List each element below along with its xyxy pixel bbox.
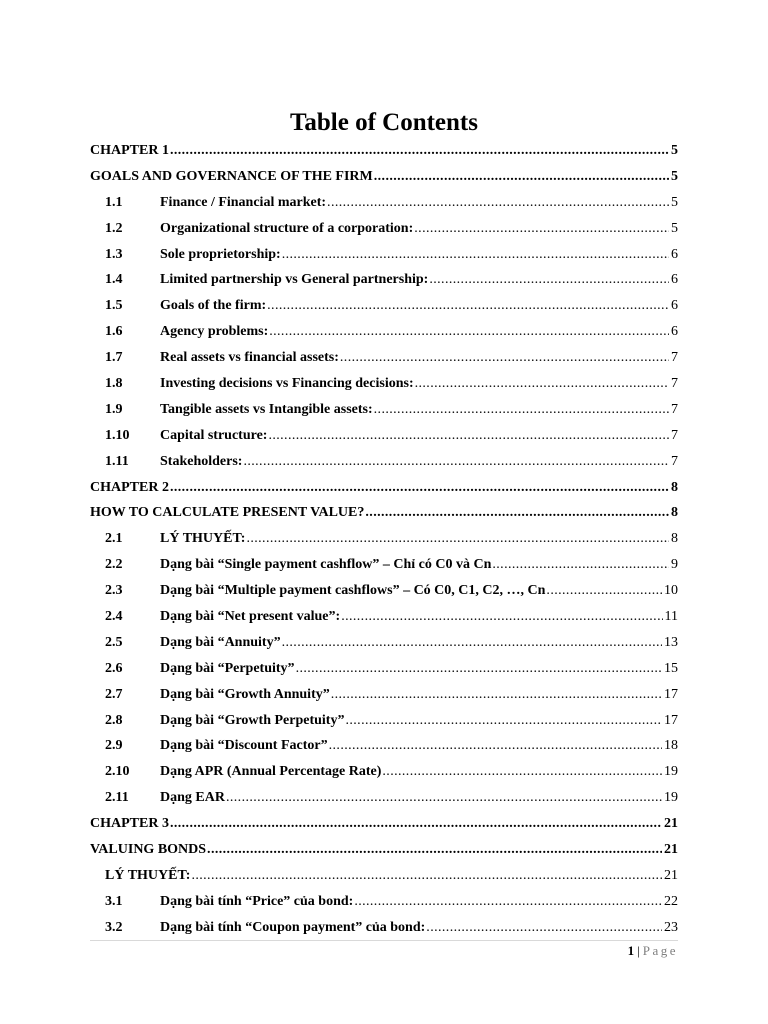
toc-entry-page: 8 <box>671 479 678 495</box>
toc-dot-leader <box>382 759 662 785</box>
toc-entry-number: 1.6 <box>105 324 123 340</box>
toc-entry-number: 1.10 <box>105 427 130 443</box>
footer-page-word: Page <box>642 943 678 958</box>
toc-dot-leader <box>170 811 662 837</box>
toc-dot-leader <box>296 656 662 682</box>
toc-entry-page: 6 <box>671 324 678 340</box>
toc-section-entry[interactable] <box>90 759 678 785</box>
footer-page-number: 1 <box>627 943 635 958</box>
toc-entry-page: 19 <box>664 790 678 806</box>
toc-dot-leader <box>282 630 662 656</box>
toc-section-entry[interactable] <box>90 915 678 941</box>
toc-entry-text: Finance / Financial market: <box>160 194 327 210</box>
toc-entry-number: 1.1 <box>105 194 123 210</box>
footer-separator: | <box>637 943 640 958</box>
toc-entry-page: 7 <box>671 401 678 417</box>
toc-dot-leader <box>374 397 669 423</box>
toc-entry-number: 2.7 <box>105 686 123 702</box>
toc-entry-text: Dạng APR (Annual Percentage Rate) <box>160 764 382 780</box>
toc-dot-leader <box>429 267 669 293</box>
toc-entry-text: LÝ THUYẾT: <box>160 531 246 547</box>
toc-section-entry[interactable] <box>90 319 678 345</box>
toc-entry-text: HOW TO CALCULATE PRESENT VALUE? <box>90 505 365 521</box>
toc-section-entry[interactable] <box>90 345 678 371</box>
toc-entry-number: 1.5 <box>105 298 123 314</box>
toc-dot-leader <box>340 345 669 371</box>
toc-entry-number: 1.9 <box>105 401 123 417</box>
toc-dot-leader <box>354 889 662 915</box>
toc-entry-number: 2.8 <box>105 712 123 728</box>
toc-dot-leader <box>268 423 669 449</box>
toc-entry-number: 2.4 <box>105 609 123 625</box>
toc-entry-text: Real assets vs financial assets: <box>160 350 339 366</box>
toc-entry-number: 3.1 <box>105 893 123 909</box>
toc-chapter-entry[interactable] <box>90 811 678 837</box>
toc-dot-leader <box>170 475 669 501</box>
toc-entry-page: 21 <box>664 842 678 858</box>
toc-entry-number: 1.7 <box>105 350 123 366</box>
toc-entry-text: Limited partnership vs General partnership: <box>160 272 429 288</box>
toc-entry-page: 17 <box>664 686 678 702</box>
toc-entry-text: Sole proprietorship: <box>160 246 281 262</box>
toc-section-entry[interactable] <box>90 578 678 604</box>
toc-dot-leader <box>327 190 669 216</box>
toc-entry-page: 21 <box>664 816 678 832</box>
toc-entry-number: 2.5 <box>105 634 123 650</box>
toc-section-entry[interactable] <box>90 604 678 630</box>
toc-entry-number: 2.1 <box>105 531 123 547</box>
toc-entry-number: 2.2 <box>105 557 123 573</box>
toc-entry-page: 7 <box>671 453 678 469</box>
toc-dot-leader <box>282 242 669 268</box>
toc-section-entry[interactable] <box>90 526 678 552</box>
toc-entry-number: 3.2 <box>105 919 123 935</box>
toc-entry-text: VALUING BONDS <box>90 842 207 858</box>
toc-entry-text: Dạng bài tính “Coupon payment” của bond: <box>160 919 426 935</box>
toc-entry-number: 1.11 <box>105 453 129 469</box>
toc-dot-leader <box>246 526 669 552</box>
toc-entry-text: Tangible assets vs Intangible assets: <box>160 401 373 417</box>
toc-entry-number: 2.11 <box>105 790 129 806</box>
toc-entry-number: 2.3 <box>105 583 123 599</box>
toc-entry-text: LÝ THUYẾT: <box>105 867 191 883</box>
toc-entry-page: 7 <box>671 427 678 443</box>
toc-section-entry[interactable] <box>90 190 678 216</box>
toc-entry-number: 1.3 <box>105 246 123 262</box>
toc-entry-page: 10 <box>664 583 678 599</box>
toc-section-entry[interactable] <box>90 397 678 423</box>
toc-entry-text: GOALS AND GOVERNANCE OF THE FIRM <box>90 168 373 184</box>
toc-entry-number: 2.6 <box>105 660 123 676</box>
toc-entry-text: Dạng bài “Discount Factor” <box>160 738 328 754</box>
toc-dot-leader <box>331 682 662 708</box>
toc-entry-page: 7 <box>671 376 678 392</box>
toc-entry-text: Dạng bài “Multiple payment cashflows” – Có C0, C1, C2, …, Cn <box>160 583 546 599</box>
toc-dot-leader <box>365 500 669 526</box>
toc-entry-page: 23 <box>664 919 678 935</box>
toc-entry-text: Agency problems: <box>160 324 269 340</box>
toc-section-entry[interactable] <box>90 889 678 915</box>
toc-dot-leader <box>243 449 669 475</box>
toc-entry-page: 6 <box>671 246 678 262</box>
toc-section-entry[interactable] <box>90 656 678 682</box>
toc-section-entry[interactable] <box>90 785 678 811</box>
toc-section-entry[interactable] <box>90 630 678 656</box>
toc-dot-leader <box>492 552 669 578</box>
toc-section-entry[interactable] <box>90 423 678 449</box>
toc-entry-page: 8 <box>671 505 678 521</box>
toc-entry-text: Dạng bài tính “Price” của bond: <box>160 893 354 909</box>
toc-entry-text: CHAPTER 2 <box>90 479 169 495</box>
toc-entry-text: Organizational structure of a corporation: <box>160 220 414 236</box>
toc-entry-text: Stakeholders: <box>160 453 243 469</box>
toc-entry-text: Dạng EAR <box>160 790 225 806</box>
toc-entry-text: Dạng bài “Growth Annuity” <box>160 686 330 702</box>
toc-dot-leader <box>374 164 669 190</box>
toc-entry-text: Dạng bài “Growth Perpetuity” <box>160 712 345 728</box>
toc-entry-page: 6 <box>671 272 678 288</box>
toc-section-entry[interactable] <box>90 863 678 889</box>
toc-dot-leader <box>207 837 662 863</box>
toc-section-entry[interactable] <box>90 371 678 397</box>
toc-entry-page: 7 <box>671 350 678 366</box>
toc-entry-page: 9 <box>671 557 678 573</box>
toc-chapter-entry[interactable] <box>90 475 678 501</box>
toc-entry-number: 2.9 <box>105 738 123 754</box>
toc-chapter-entry[interactable] <box>90 164 678 190</box>
toc-dot-leader <box>415 371 669 397</box>
toc-entry-number: 2.10 <box>105 764 130 780</box>
toc-entry-page: 5 <box>671 168 678 184</box>
toc-entry-page: 13 <box>664 634 678 650</box>
toc-entry-page: 11 <box>664 609 678 625</box>
toc-entry-page: 5 <box>671 194 678 210</box>
toc-dot-leader <box>345 708 662 734</box>
toc-entry-page: 18 <box>664 738 678 754</box>
toc-entry-text: Dạng bài “Net present value”: <box>160 609 341 625</box>
toc-dot-leader <box>426 915 662 941</box>
toc-entry-page: 5 <box>671 143 678 158</box>
toc-entry-text: Dạng bài “Annuity” <box>160 634 281 650</box>
page-footer <box>628 942 678 960</box>
toc-entry-number: 1.8 <box>105 376 123 392</box>
toc-entry-number: 1.4 <box>105 272 123 288</box>
toc-entry-text: Capital structure: <box>160 427 268 443</box>
toc-entry-text: CHAPTER 1 <box>90 143 169 158</box>
toc-dot-leader <box>414 216 669 242</box>
toc-entry-page: 15 <box>664 660 678 676</box>
toc-chapter-entry[interactable] <box>90 500 678 526</box>
toc-chapter-entry[interactable] <box>90 837 678 863</box>
toc-section-entry[interactable] <box>90 552 678 578</box>
toc-section-entry[interactable] <box>90 293 678 319</box>
toc-dot-leader <box>226 785 662 811</box>
footer-divider <box>90 940 678 941</box>
toc-entry-page: 5 <box>671 220 678 236</box>
toc-dot-leader <box>341 604 662 630</box>
toc-entry-text: Goals of the firm: <box>160 298 267 314</box>
toc-section-entry[interactable] <box>90 708 678 734</box>
toc-dot-leader <box>191 863 662 889</box>
toc-dot-leader <box>269 319 669 345</box>
toc-section-entry[interactable] <box>90 267 678 293</box>
page-title: Table of Contents <box>290 109 478 136</box>
toc-dot-leader <box>546 578 662 604</box>
toc-entry-text: Investing decisions vs Financing decisions: <box>160 376 414 392</box>
toc-dot-leader <box>267 293 669 319</box>
table-of-contents <box>90 138 678 941</box>
toc-section-entry[interactable] <box>90 216 678 242</box>
toc-entry-page: 6 <box>671 298 678 314</box>
toc-section-entry[interactable] <box>90 733 678 759</box>
toc-dot-leader <box>329 733 662 759</box>
toc-entry-page: 8 <box>671 531 678 547</box>
toc-entry-page: 17 <box>664 712 678 728</box>
toc-chapter-entry[interactable] <box>90 138 678 164</box>
toc-entry-page: 22 <box>664 893 678 909</box>
toc-entry-page: 19 <box>664 764 678 780</box>
toc-section-entry[interactable] <box>90 682 678 708</box>
toc-entry-text: Dạng bài “Perpetuity” <box>160 660 295 676</box>
toc-entry-page: 21 <box>664 867 678 883</box>
toc-section-entry[interactable] <box>90 242 678 268</box>
toc-entry-text: Dạng bài “Single payment cashflow” – Chỉ có C0 và Cn <box>160 557 492 573</box>
toc-entry-number: 1.2 <box>105 220 123 236</box>
toc-section-entry[interactable] <box>90 449 678 475</box>
toc-entry-text: CHAPTER 3 <box>90 816 169 832</box>
toc-dot-leader <box>170 138 669 164</box>
